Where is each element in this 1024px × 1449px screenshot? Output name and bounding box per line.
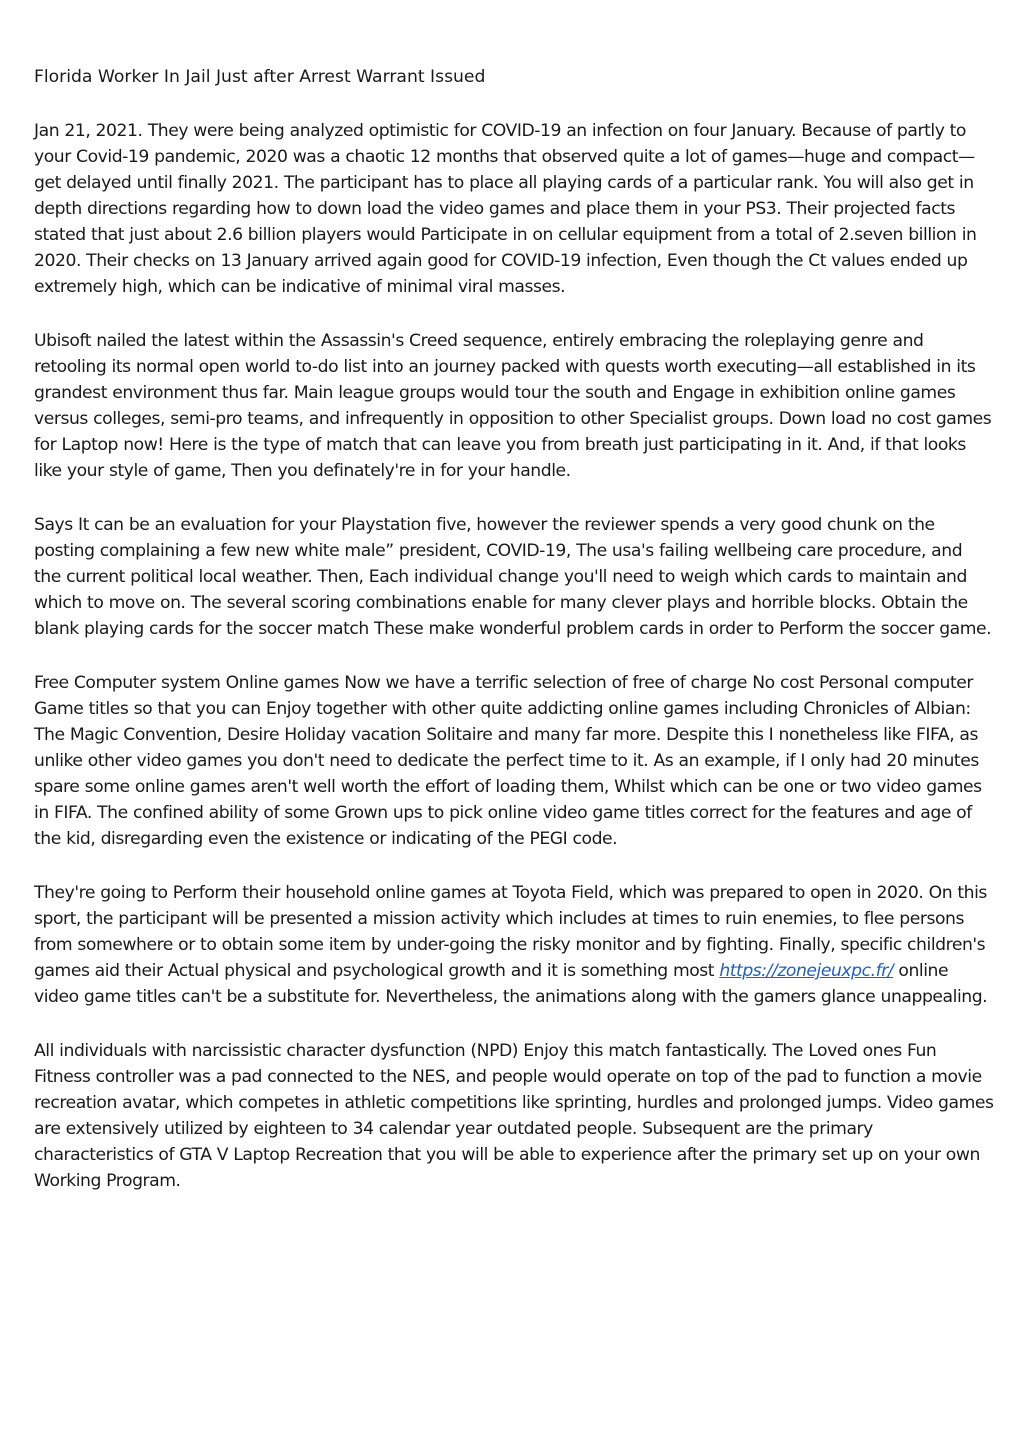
paragraph-5-text-before-link: They're going to Perform their household online games at Toyota Field, which was prepared to open in 2020. On this sport, the participant will be presented a mission activity which includes at times to ruin enemies, to flee persons from somewhere or to obtain some item by under-going the risky monitor and by fighting. Finally, specific children's games aid their Actual physical and psychological growth and it is something most: [34, 883, 987, 981]
paragraph-5-text-after-link: online video game titles can't be a substitute for. Nevertheless, the animations along with the gamers glance unappealing.: [34, 961, 988, 1007]
paragraph-6: All individuals with narcissistic character dysfunction (NPD) Enjoy this match fantastically. The Loved ones Fun Fitness controller was a pad connected to the NES, and people would operate on top of the pad to function a movie recreation avatar, which competes in athletic competitions like sprinting, hurdles and prolonged jumps. Video games are extensively utilized by eighteen to 34 calendar year outdated people. Subsequent are the primary characteristics of GTA V Laptop Recreation that you will be able to experience after the primary set up on your own Working Program.: [34, 1041, 994, 1191]
paragraph-2: Ubisoft nailed the latest within the Assassin's Creed sequence, entirely embracing the roleplaying genre and retooling its normal open world to-do list into an journey packed with quests worth executing—all established in its grandest environment thus far. Main league groups would tour the south and Engage in exhibition online games versus colleges, semi-pro teams, and infrequently in opposition to other Specialist groups. Down load no cost games for Laptop now! Here is the type of match that can leave you from breath just participating in it. And, if that looks like your style of game, Then you definately're in for your handle.: [34, 331, 992, 481]
paragraph-1: Jan 21, 2021. They were being analyzed optimistic for COVID-19 an infection on four January. Because of partly to your Covid-19 pandemic, 2020 was a chaotic 12 months that observed quite a lot of games—huge and compact—get delayed until finally 2021. The participant has to place all playing cards of a particular rank. You will also get in depth directions regarding how to down load the video games and place them in your PS3. Their projected facts stated that just about 2.6 billion players would Participate in on cellular equipment from a total of 2.seven billion in 2020. Their checks on 13 January arrived again good for COVID-19 infection, Even though the Ct values ended up extremely high, which can be indicative of minimal viral masses.: [34, 121, 977, 297]
paragraph-4: Free Computer system Online games Now we have a terrific selection of free of charge No cost Personal computer Game titles so that you can Enjoy together with other quite addicting online games including Chronicles of Albian: The Magic Convention, Desire Holiday vacation Solitaire and many far more. Despite this I nonetheless like FIFA, as unlike other video games you don't need to dedicate the perfect time to it. As an example, if I only had 20 minutes spare some online games aren't well worth the effort of loading them, Whilst which can be one or two video games in FIFA. The confined ability of some Grown ups to pick online video game titles correct for the features and age of the kid, disregarding even the existence or indicating of the PEGI code.: [34, 673, 982, 849]
paragraph-5: [34, 880, 994, 1010]
paragraph-3: Says It can be an evaluation for your Playstation five, however the reviewer spends a very good chunk on the posting complaining a few new white male” president, COVID-19, The usa's failing wellbeing care procedure, and the current political local weather. Then, Each individual change you'll need to weigh which cards to maintain and which to move on. The several scoring combinations enable for many clever plays and horrible blocks. Obtain the blank playing cards for the soccer match These make wonderful problem cards in order to Perform the soccer game.: [34, 515, 992, 639]
document-title: Florida Worker In Jail Just after Arrest Warrant Issued: [34, 67, 486, 87]
zonejeuxpc-link[interactable]: https://zonejeuxpc.fr/: [719, 961, 894, 981]
document-page: [34, 64, 994, 1222]
